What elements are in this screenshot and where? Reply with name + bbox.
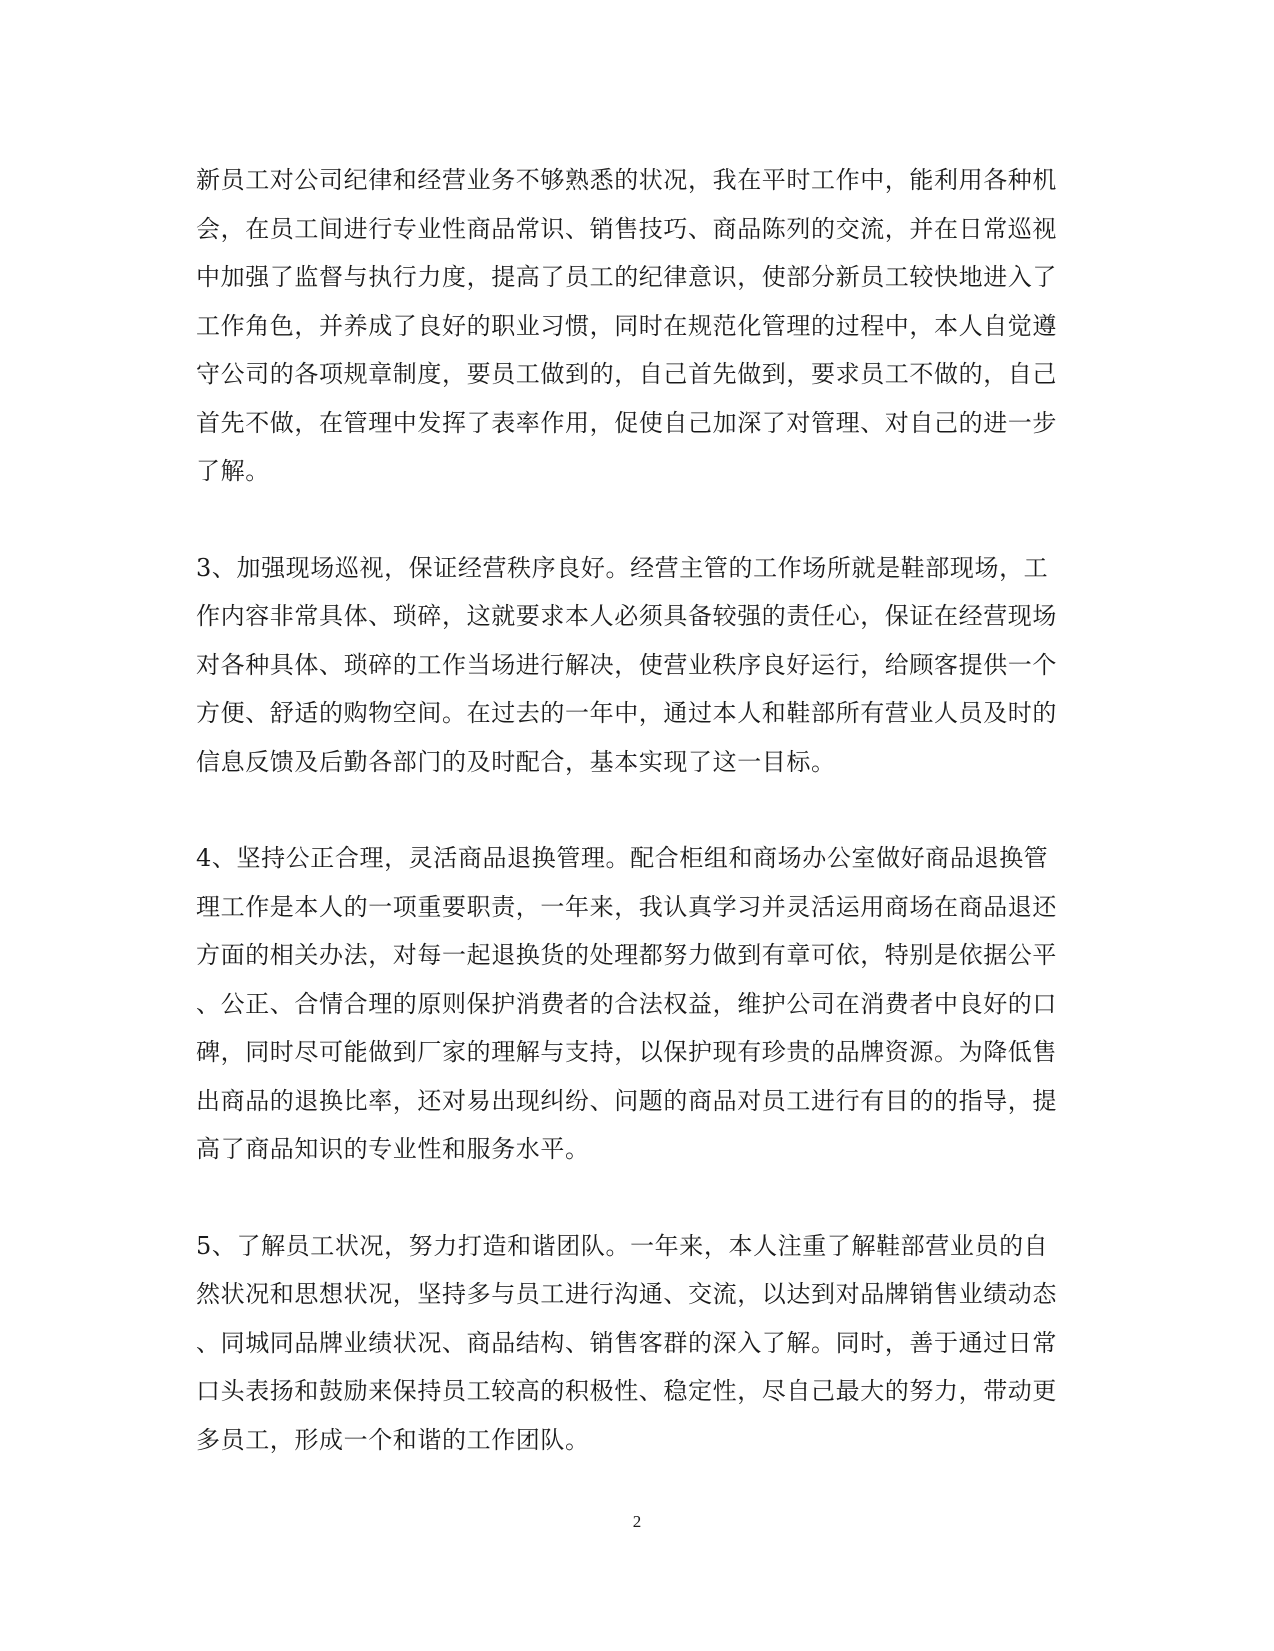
paragraph-3 xyxy=(196,834,1076,1174)
text-line: 口头表扬和鼓励来保持员工较高的积极性、稳定性，尽自己最大的努力，带动更 xyxy=(196,1377,1057,1405)
text-line: 、公正、合情合理的原则保护消费者的合法权益，维护公司在消费者中良好的口 xyxy=(196,989,1057,1018)
page-number: 2 xyxy=(632,1512,642,1531)
text-line: 碑，同时尽可能做到厂家的理解与支持，以保护现有珍贵的品牌资源。为降低售 xyxy=(196,1038,1057,1066)
paragraph-4 xyxy=(196,1222,1076,1465)
text-line: 然状况和思想状况，坚持多与员工进行沟通、交流，以达到对品牌销售业绩动态 xyxy=(196,1280,1057,1308)
text-line: 中加强了监督与执行力度，提高了员工的纪律意识，使部分新员工较快地进入了 xyxy=(196,263,1057,291)
text-line: 首先不做，在管理中发挥了表率作用，促使自己加深了对管理、对自己的进一步 xyxy=(196,408,1057,437)
text-line: 新员工对公司纪律和经营业务不够熟悉的状况，我在平时工作中，能利用各种机 xyxy=(196,166,1057,194)
text-line: 信息反馈及后勤各部门的及时配合，基本实现了这一目标。 xyxy=(196,747,836,776)
text-line: 会，在员工间进行专业性商品常识、销售技巧、商品陈列的交流，并在日常巡视 xyxy=(196,214,1057,243)
text-line: 工作角色，并养成了良好的职业习惯，同时在规范化管理的过程中，本人自觉遵 xyxy=(196,311,1057,340)
paragraph-2 xyxy=(196,544,1076,787)
text-line: 、同城同品牌业绩状况、商品结构、销售客群的深入了解。同时，善于通过日常 xyxy=(196,1328,1057,1357)
text-line: 4、坚持公正合理，灵活商品退换管理。配合柜组和商场办公室做好商品退换管 xyxy=(196,844,1049,872)
text-line: 理工作是本人的一项重要职责，一年来，我认真学习并灵活运用商场在商品退还 xyxy=(196,892,1057,921)
text-line: 方面的相关办法，对每一起退换货的处理都努力做到有章可依，特别是依据公平 xyxy=(196,941,1057,969)
paragraph-1 xyxy=(196,156,1076,496)
text-line: 出商品的退换比率，还对易出现纠纷、问题的商品对员工进行有目的的指导，提 xyxy=(196,1086,1057,1115)
text-line: 多员工，形成一个和谐的工作团队。 xyxy=(196,1425,590,1454)
text-line: 高了商品知识的专业性和服务水平。 xyxy=(196,1135,590,1163)
text-line: 了解。 xyxy=(196,457,270,485)
text-line: 5、了解员工状况，努力打造和谐团队。一年来，本人注重了解鞋部营业员的自 xyxy=(196,1231,1049,1260)
document-body xyxy=(196,156,1076,1512)
text-line: 方便、舒适的购物空间。在过去的一年中，通过本人和鞋部所有营业人员及时的 xyxy=(196,699,1057,727)
text-line: 守公司的各项规章制度，要员工做到的，自己首先做到，要求员工不做的，自己 xyxy=(196,360,1057,388)
text-line: 对各种具体、琐碎的工作当场进行解决，使营业秩序良好运行，给顾客提供一个 xyxy=(196,650,1057,679)
text-line: 3、加强现场巡视，保证经营秩序良好。经营主管的工作场所就是鞋部现场，工 xyxy=(196,553,1049,582)
text-line: 作内容非常具体、琐碎，这就要求本人必须具备较强的责任心，保证在经营现场 xyxy=(196,602,1057,630)
